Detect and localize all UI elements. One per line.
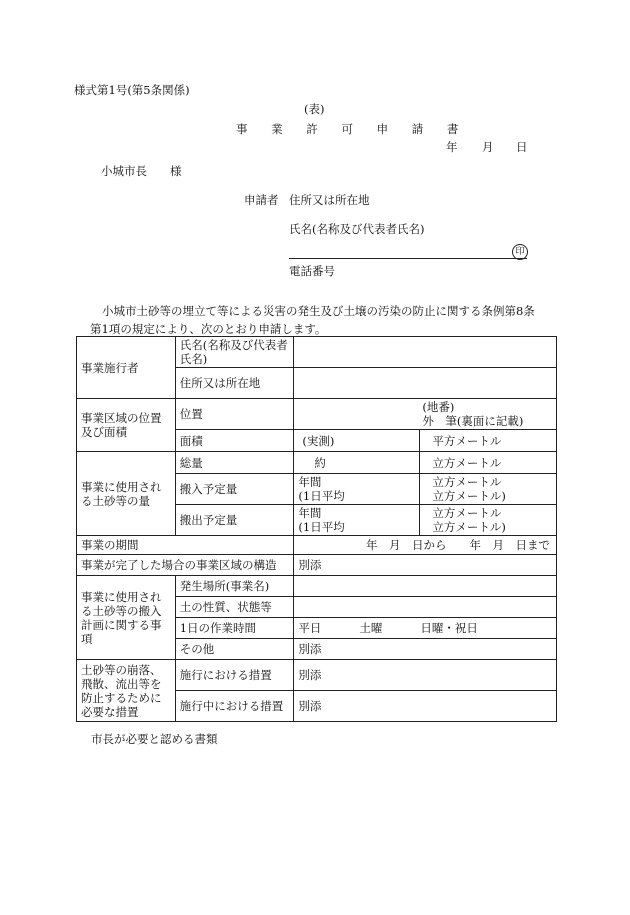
- applicant-label: 申請者: [244, 193, 279, 207]
- operator-name-label: 氏名(名称及び代表者氏名): [175, 337, 294, 368]
- soil-in-units: 立方メートル 立方メートル): [420, 474, 557, 505]
- soil-total-label: 総量: [175, 452, 294, 474]
- plan-other-label: その他: [175, 639, 294, 660]
- plan-hours-value[interactable]: [294, 618, 557, 639]
- soil-total-yaku[interactable]: 約: [294, 452, 420, 474]
- date-day: 日: [516, 140, 528, 154]
- area-label: 事業区域の位置及び面積: [77, 399, 176, 452]
- plan-label: 事業に使用される土砂等の搬入計画に関する事項: [77, 576, 176, 660]
- measures-before-label: 施行における措置: [175, 660, 294, 691]
- operator-address-label: 住所又は所在地: [175, 368, 294, 399]
- soil-out-daily: (1日平均: [298, 520, 345, 534]
- footer-note: 市長が必要と認める書類: [91, 732, 218, 746]
- structure-label: 事業が完了した場合の事業区域の構造: [77, 555, 294, 576]
- soil-in-amounts[interactable]: [294, 474, 420, 505]
- soil-label: 事業に使用される土砂等の量: [77, 452, 176, 536]
- area-position-label: 位置: [175, 399, 294, 430]
- measures-during-label: 施行中における措置: [175, 691, 294, 722]
- soil-out-amounts[interactable]: [294, 505, 420, 536]
- plan-weekday: 平日: [298, 621, 322, 635]
- intro-line-2: 第1項の規定により、次のとおり申請します。: [90, 322, 327, 336]
- area-size-label: 面積: [175, 430, 294, 452]
- area-position-value[interactable]: [294, 399, 557, 430]
- soil-total-row: [77, 452, 557, 474]
- form-number: 様式第1号(第5条関係): [74, 83, 190, 97]
- seal-mark: 印: [512, 244, 528, 260]
- period-label: 事業の期間: [77, 536, 294, 555]
- measures-before-value[interactable]: 別添: [294, 660, 557, 691]
- operator-address-value[interactable]: [294, 368, 557, 399]
- structure-row: [77, 555, 557, 576]
- soil-in-label: 搬入予定量: [175, 474, 294, 505]
- applicant-name-underline: [289, 258, 527, 259]
- area-chiban: (地番): [422, 400, 455, 414]
- soil-out-label: 搬出予定量: [175, 505, 294, 536]
- soil-total-unit: 立方メートル: [420, 452, 557, 474]
- form-side-label: (表): [304, 102, 325, 116]
- date-year: 年: [446, 140, 458, 154]
- date-month: 月: [482, 140, 494, 154]
- area-jissoku[interactable]: (実測): [294, 430, 420, 452]
- plan-saturday: 土曜: [359, 621, 383, 635]
- operator-name-value[interactable]: [294, 337, 557, 368]
- plan-nature-label: 土の性質、状態等: [175, 597, 294, 618]
- area-position-row: [77, 399, 557, 430]
- addressee: 小城市長 様: [101, 164, 182, 178]
- plan-other-value[interactable]: 別添: [294, 639, 557, 660]
- soil-in-annual: 年間: [298, 475, 322, 489]
- plan-holiday: 日曜・祝日: [420, 621, 478, 635]
- plan-source-value[interactable]: [294, 576, 557, 597]
- plan-hours-label: 1日の作業時間: [175, 618, 294, 639]
- measures-during-value[interactable]: 別添: [294, 691, 557, 722]
- measures-before-row: [77, 660, 557, 691]
- soil-in-daily: (1日平均: [298, 489, 345, 503]
- intro-line-1: 小城市土砂等の埋立て等による災害の発生及び土壌の汚染の防止に関する条例第8条: [102, 304, 535, 318]
- structure-value[interactable]: 別添: [294, 555, 557, 576]
- period-row: [77, 536, 557, 555]
- period-value[interactable]: 年 月 日から 年 月 日まで: [294, 536, 557, 555]
- operator-label: 事業施行者: [77, 337, 176, 399]
- application-table: [76, 336, 557, 722]
- intro-paragraph: [90, 302, 560, 338]
- operator-name-row: [77, 337, 557, 368]
- applicant-phone-label: 電話番号: [289, 264, 335, 278]
- soil-out-annual: 年間: [298, 506, 322, 520]
- plan-source-row: [77, 576, 557, 597]
- applicant-address-label: 住所又は所在地: [289, 193, 370, 207]
- plan-nature-value[interactable]: [294, 597, 557, 618]
- page-title: 事 業 許 可 申 請 書: [236, 122, 469, 136]
- area-heiho-unit: 平方メートル: [420, 430, 557, 452]
- area-gaihitsu: 外 筆(裏面に記載): [422, 414, 524, 428]
- plan-source-label: 発生場所(事業名): [175, 576, 294, 597]
- soil-out-units: 立方メートル 立方メートル): [420, 505, 557, 536]
- applicant-name-label: 氏名(名称及び代表者氏名): [289, 222, 425, 236]
- measures-label: 土砂等の崩落、飛散、流出等を防止するために必要な措置: [77, 660, 176, 722]
